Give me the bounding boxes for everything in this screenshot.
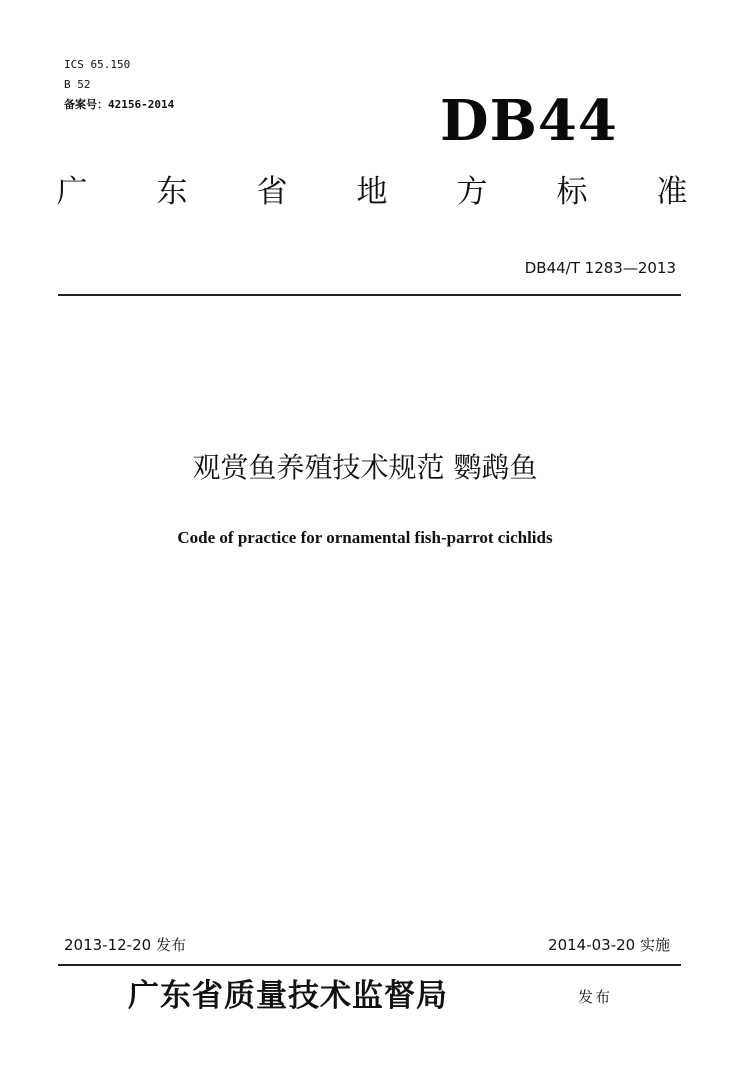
standard-type-char: 广: [56, 174, 88, 210]
footer-divider: [58, 964, 681, 966]
ics-code: ICS 65.150: [64, 58, 131, 71]
issue-date: 2013-12-20 发布: [64, 936, 186, 954]
standard-type-heading: [52, 170, 692, 214]
standard-type-char: 方: [456, 174, 488, 210]
document-title-chinese: 观赏鱼养殖技术规范 鹦鹉鱼: [192, 451, 538, 484]
implementation-date: 2014-03-20 实施: [548, 936, 670, 954]
issuing-authority: 广东省质量技术监督局: [128, 978, 448, 1014]
standard-type-char: 准: [656, 174, 688, 210]
header-divider: [58, 294, 681, 296]
standard-number: DB44/T 1283—2013: [524, 259, 676, 277]
standard-type-char: 省: [256, 174, 288, 210]
standard-type-char: 东: [156, 174, 188, 210]
ccs-code: B 52: [64, 78, 91, 91]
standard-type-char: 标: [556, 174, 588, 210]
issuer-action-label: 发布: [578, 988, 613, 1006]
document-title-english: Code of practice for ornamental fish-parrot cichlids: [177, 528, 553, 547]
standard-type-char: 地: [356, 174, 388, 210]
standard-code-logo: DB44: [440, 88, 618, 154]
record-number: 备案号：42156-2014: [64, 98, 175, 111]
